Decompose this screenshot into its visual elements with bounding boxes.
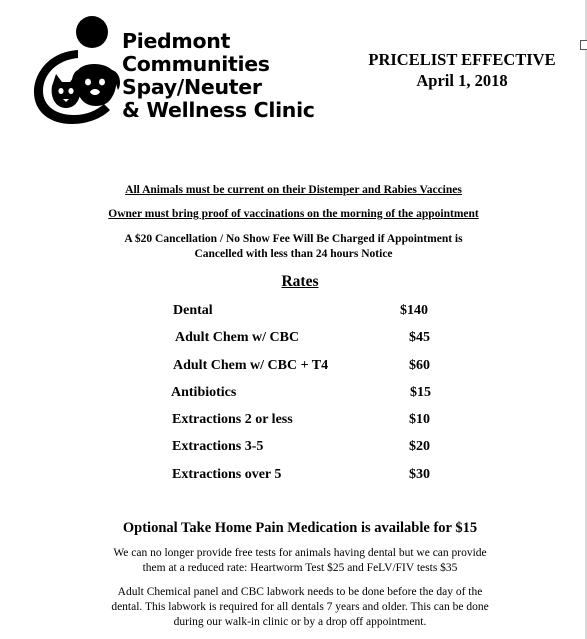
rate-price: $140 (400, 303, 428, 318)
clinic-logo-icon (32, 14, 124, 126)
rate-name: Dental (173, 303, 213, 318)
clinic-name-line-2: Communities (122, 52, 270, 76)
clinic-name-line-3: Spay/Neuter (122, 75, 262, 99)
rate-name: Extractions over 5 (172, 467, 282, 482)
labwork-paragraph (0, 585, 587, 630)
labwork-line-2: dental. This labwork is required for all dentals 7 years and older. This can be done (111, 601, 489, 613)
rate-row (0, 439, 587, 457)
rate-price: $20 (409, 439, 430, 454)
rate-price: $30 (409, 467, 430, 482)
rates-heading: Rates (281, 273, 319, 290)
rate-name: Antibiotics (171, 385, 237, 400)
reduced-rate-line-2: them at a reduced rate: Heartworm Test $25 and FeLV/FIV tests $35 (142, 562, 458, 574)
rate-row (0, 412, 587, 430)
pricelist-header (352, 49, 572, 91)
clinic-name (122, 30, 315, 122)
rate-row (0, 358, 587, 376)
rate-price: $15 (410, 385, 431, 400)
rate-row (0, 303, 587, 321)
pricelist-date: April 1, 2018 (416, 71, 508, 90)
rate-name: Extractions 3-5 (172, 439, 264, 454)
labwork-line-3: during our walk-in clinic or by a drop off appointment. (173, 616, 427, 628)
rate-row (0, 385, 587, 403)
rate-price: $45 (409, 330, 430, 345)
rate-name: Adult Chem w/ CBC + T4 (173, 358, 329, 373)
page-corner-marker (580, 40, 587, 50)
pain-medication-notice: Optional Take Home Pain Medication is available for $15 (122, 520, 478, 536)
rate-name: Adult Chem w/ CBC (175, 330, 300, 345)
rate-price: $10 (409, 412, 430, 427)
labwork-line-1: Adult Chemical panel and CBC labwork needs to be done before the day of the (117, 586, 483, 598)
rate-row (0, 330, 587, 348)
clinic-name-line-1: Piedmont (122, 29, 231, 53)
reduced-rate-line-1: We can no longer provide free tests for animals having dental but we can provide (113, 547, 487, 559)
rate-price: $60 (409, 358, 430, 373)
cancellation-fee-notice (0, 232, 587, 262)
clinic-name-line-4: & Wellness Clinic (122, 98, 315, 122)
proof-notice: Owner must bring proof of vaccinations on the morning of the appointment (108, 208, 479, 220)
vaccine-notice: All Animals must be current on their Distemper and Rabies Vaccines (125, 184, 462, 196)
cancellation-fee-line-1: A $20 Cancellation / No Show Fee Will Be Charged if Appointment is (124, 233, 463, 245)
rate-row (0, 467, 587, 485)
cancellation-fee-line-2: Cancelled with less than 24 hours Notice (194, 248, 393, 260)
pricelist-title: PRICELIST EFFECTIVE (368, 50, 556, 69)
rate-name: Extractions 2 or less (172, 412, 293, 427)
reduced-rate-tests-paragraph (0, 546, 587, 576)
